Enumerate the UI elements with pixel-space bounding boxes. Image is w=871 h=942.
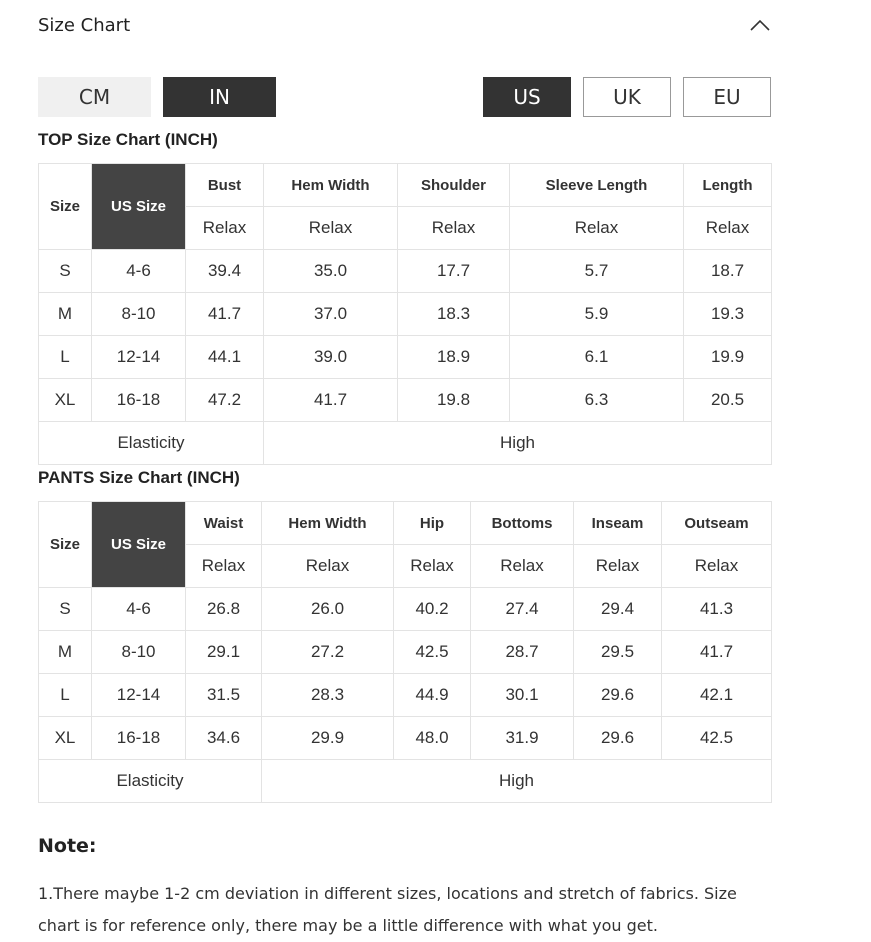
table-cell: 26.0	[262, 588, 394, 631]
table-cell: 44.1	[186, 336, 264, 379]
size-chart-header[interactable]	[38, 14, 771, 40]
fit-cell: Relax	[394, 545, 471, 588]
column-header: Sleeve Length	[510, 164, 684, 207]
table-cell: 5.7	[510, 250, 684, 293]
table-cell: 39.0	[264, 336, 398, 379]
table-cell: 42.5	[662, 717, 772, 760]
fit-cell: Relax	[471, 545, 574, 588]
table-cell: 35.0	[264, 250, 398, 293]
elasticity-value: High	[262, 760, 772, 803]
fit-cell: Relax	[186, 545, 262, 588]
fit-cell: Relax	[574, 545, 662, 588]
table-cell: 44.9	[394, 674, 471, 717]
column-header: Hem Width	[264, 164, 398, 207]
table-cell: 18.3	[398, 293, 510, 336]
table-cell: 4-6	[92, 250, 186, 293]
table-cell: 31.9	[471, 717, 574, 760]
table-cell: XL	[39, 379, 92, 422]
note-title: Note:	[38, 835, 97, 857]
table-cell: M	[39, 293, 92, 336]
table-cell: 29.6	[574, 717, 662, 760]
table-cell: 8-10	[92, 631, 186, 674]
table-cell: 41.7	[264, 379, 398, 422]
table-cell: 26.8	[186, 588, 262, 631]
column-header: Inseam	[574, 502, 662, 545]
fit-cell: Relax	[510, 207, 684, 250]
column-header: Outseam	[662, 502, 772, 545]
size-chart-title: Size Chart	[38, 15, 131, 36]
table-row	[39, 631, 772, 674]
column-header: Bottoms	[471, 502, 574, 545]
table-cell: 29.1	[186, 631, 262, 674]
pants-chart-title: PANTS Size Chart (INCH)	[38, 468, 240, 487]
pants-size-table	[38, 501, 772, 803]
table-cell: 29.4	[574, 588, 662, 631]
table-cell: L	[39, 336, 92, 379]
table-cell: 42.5	[394, 631, 471, 674]
us-size-header: US Size	[92, 502, 186, 588]
table-cell: 18.7	[684, 250, 772, 293]
table-cell: 4-6	[92, 588, 186, 631]
size-header: Size	[39, 164, 92, 250]
unit-in-button[interactable]: IN	[163, 77, 276, 117]
region-uk-button[interactable]: UK	[583, 77, 671, 117]
size-header: Size	[39, 502, 92, 588]
table-row	[39, 588, 772, 631]
elasticity-label: Elasticity	[39, 760, 262, 803]
fit-cell: Relax	[662, 545, 772, 588]
us-size-header: US Size	[92, 164, 186, 250]
table-cell: 34.6	[186, 717, 262, 760]
table-cell: 39.4	[186, 250, 264, 293]
unit-cm-button[interactable]: CM	[38, 77, 151, 117]
table-cell: 28.7	[471, 631, 574, 674]
table-cell: 30.1	[471, 674, 574, 717]
top-chart-title: TOP Size Chart (INCH)	[38, 130, 218, 149]
table-cell: 42.1	[662, 674, 772, 717]
table-cell: 27.2	[262, 631, 394, 674]
table-row	[39, 336, 772, 379]
table-cell: 8-10	[92, 293, 186, 336]
table-cell: 17.7	[398, 250, 510, 293]
table-cell: 19.8	[398, 379, 510, 422]
table-cell: 20.5	[684, 379, 772, 422]
table-cell: 19.9	[684, 336, 772, 379]
table-row	[39, 379, 772, 422]
table-cell: 5.9	[510, 293, 684, 336]
table-cell: 41.3	[662, 588, 772, 631]
table-cell: 31.5	[186, 674, 262, 717]
column-header: Hip	[394, 502, 471, 545]
table-cell: 40.2	[394, 588, 471, 631]
fit-cell: Relax	[186, 207, 264, 250]
table-cell: 37.0	[264, 293, 398, 336]
table-cell: 18.9	[398, 336, 510, 379]
table-cell: 47.2	[186, 379, 264, 422]
column-header: Hem Width	[262, 502, 394, 545]
table-row	[39, 674, 772, 717]
table-cell: M	[39, 631, 92, 674]
region-eu-button[interactable]: EU	[683, 77, 771, 117]
top-size-table	[38, 163, 772, 465]
table-cell: 19.3	[684, 293, 772, 336]
column-header: Length	[684, 164, 772, 207]
chevron-up-icon[interactable]	[749, 16, 771, 34]
table-cell: 48.0	[394, 717, 471, 760]
table-cell: S	[39, 588, 92, 631]
table-cell: 29.9	[262, 717, 394, 760]
table-row	[39, 250, 772, 293]
table-cell: 6.3	[510, 379, 684, 422]
elasticity-value: High	[264, 422, 772, 465]
table-cell: 41.7	[662, 631, 772, 674]
table-cell: 12-14	[92, 674, 186, 717]
table-cell: S	[39, 250, 92, 293]
fit-cell: Relax	[262, 545, 394, 588]
fit-cell: Relax	[264, 207, 398, 250]
table-cell: 41.7	[186, 293, 264, 336]
table-cell: 16-18	[92, 717, 186, 760]
table-cell: 29.5	[574, 631, 662, 674]
column-header: Waist	[186, 502, 262, 545]
column-header: Shoulder	[398, 164, 510, 207]
region-us-button[interactable]: US	[483, 77, 571, 117]
table-cell: 28.3	[262, 674, 394, 717]
note-text: 1.There maybe 1-2 cm deviation in different sizes, locations and stretch of fabrics. Size chart is for reference only, there may be a little difference with what you get.	[38, 884, 737, 935]
elasticity-label: Elasticity	[39, 422, 264, 465]
fit-cell: Relax	[684, 207, 772, 250]
fit-cell: Relax	[398, 207, 510, 250]
table-cell: 29.6	[574, 674, 662, 717]
table-cell: 6.1	[510, 336, 684, 379]
table-cell: 12-14	[92, 336, 186, 379]
table-row	[39, 293, 772, 336]
table-cell: 16-18	[92, 379, 186, 422]
table-row	[39, 717, 772, 760]
column-header: Bust	[186, 164, 264, 207]
table-cell: L	[39, 674, 92, 717]
table-cell: XL	[39, 717, 92, 760]
table-cell: 27.4	[471, 588, 574, 631]
